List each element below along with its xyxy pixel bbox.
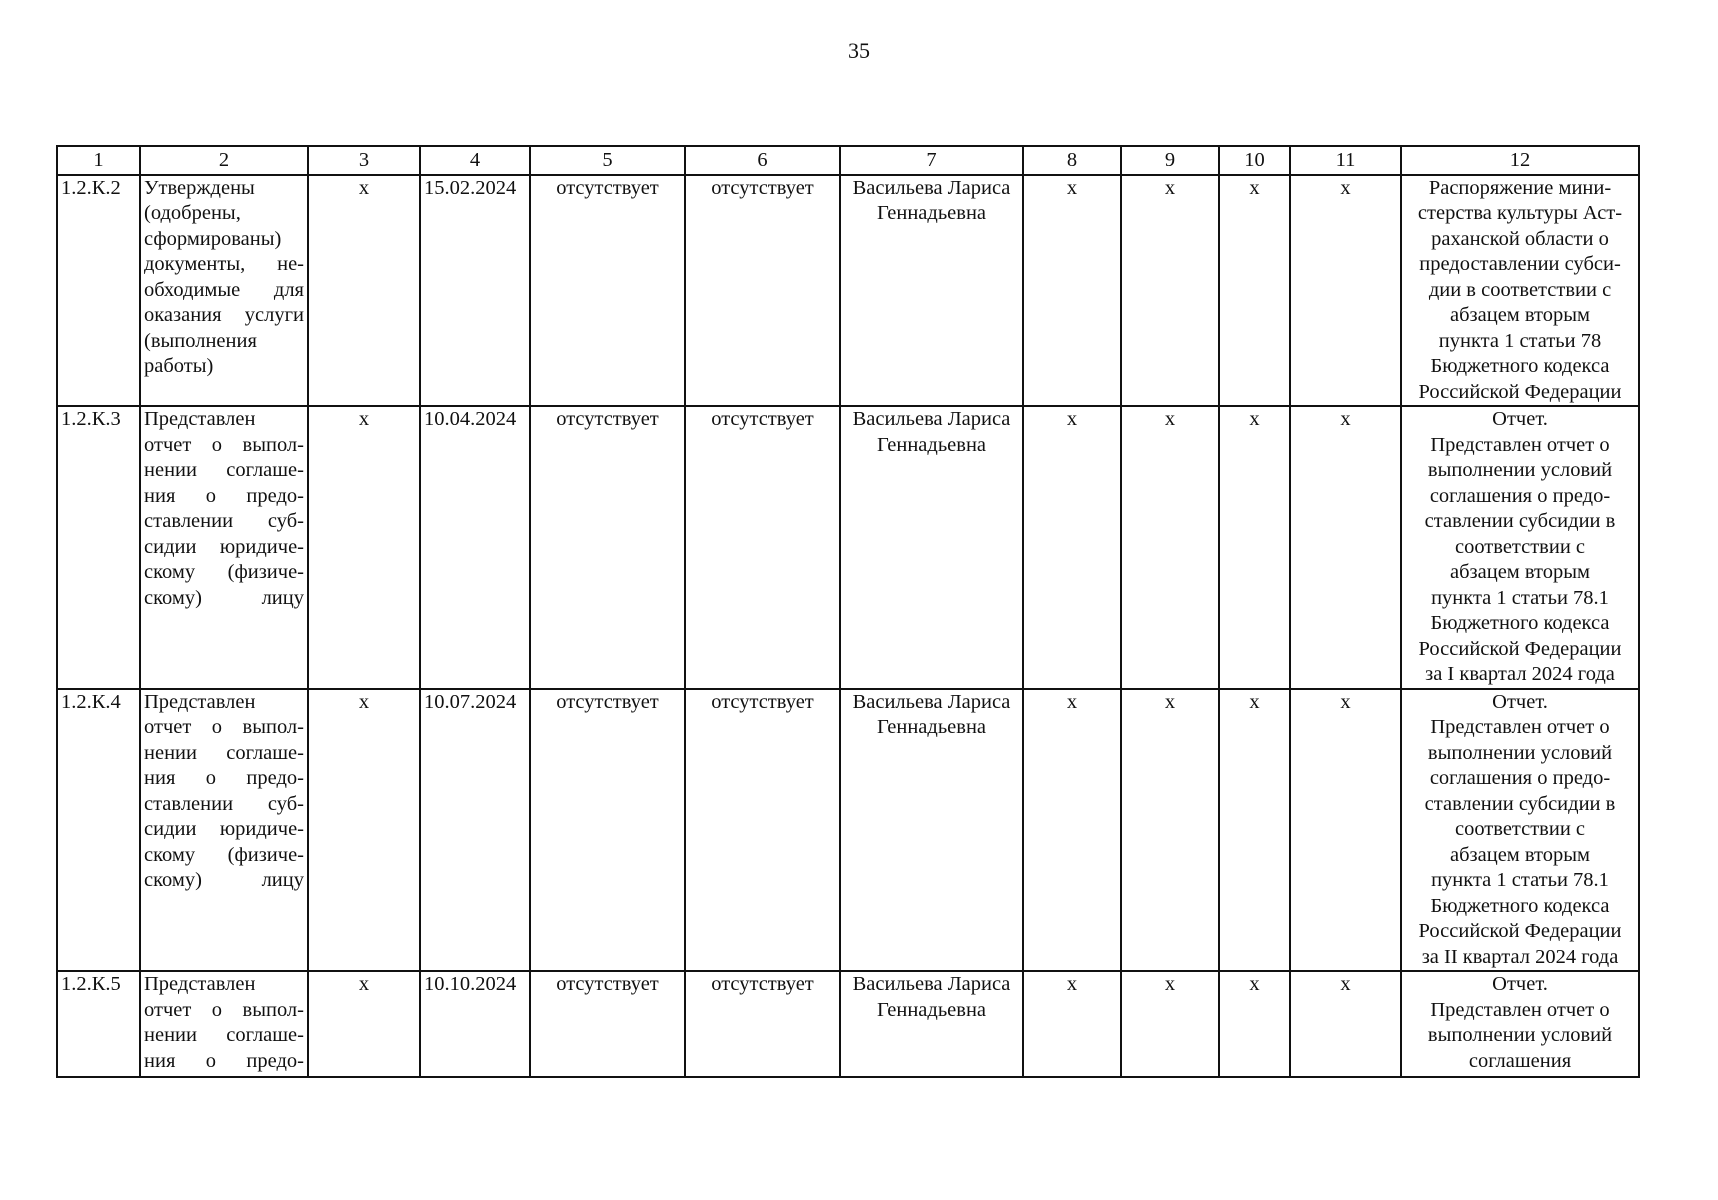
row-description-cell	[140, 971, 308, 1077]
person-line: Васильева Лариса	[852, 690, 1011, 713]
description-line: сидии юридиче-	[144, 535, 304, 558]
document-line: Бюджетного кодекса	[1430, 894, 1610, 917]
responsible-person-cell	[840, 406, 1023, 689]
row-description-cell	[140, 689, 308, 972]
document-line: Российской Федерации	[1418, 637, 1622, 660]
col8-cell: х	[1023, 689, 1121, 972]
table-header-row	[57, 146, 1639, 175]
row-code-cell: 1.2.К.2	[57, 175, 140, 407]
row-code-cell: 1.2.К.5	[57, 971, 140, 1077]
document-line: пункта 1 статьи 78.1	[1431, 586, 1609, 609]
col9-cell: х	[1121, 971, 1219, 1077]
person-line: Геннадьевна	[876, 202, 987, 224]
row-date-cell: 10.10.2024	[420, 971, 530, 1077]
document-line: выполнении условий	[1427, 741, 1613, 764]
document-line: за II квартал 2024 года	[1421, 945, 1619, 968]
col3-cell: х	[308, 689, 420, 972]
column-header: 12	[1401, 146, 1639, 175]
person-line: Васильева Лариса	[852, 176, 1011, 199]
row-date-cell: 15.02.2024	[420, 175, 530, 407]
description-line: нении соглаше-	[144, 741, 304, 764]
description-line: ния о предо-	[144, 767, 304, 789]
document-line: Отчет.	[1492, 690, 1548, 713]
document-line: Представлен отчет о	[1430, 433, 1610, 456]
description-line: скому (физиче-	[144, 561, 304, 583]
col5-cell: отсутствует	[530, 971, 685, 1077]
column-header: 1	[57, 146, 140, 175]
col8-cell: х	[1023, 175, 1121, 407]
row-description-cell	[140, 175, 308, 407]
document-line: абзацем вторым	[1450, 304, 1590, 326]
document-line: абзацем вторым	[1450, 561, 1590, 583]
column-header: 5	[530, 146, 685, 175]
document-line: Представлен отчет о	[1430, 716, 1610, 738]
document-line: предоставлении субси-	[1419, 253, 1621, 275]
description-line: нении соглаше-	[144, 1024, 304, 1046]
col8-cell: х	[1023, 406, 1121, 689]
description-line: Представлен	[144, 973, 256, 995]
document-cell	[1401, 971, 1639, 1077]
col3-cell: х	[308, 971, 420, 1077]
document-line: Российской Федерации	[1418, 920, 1622, 942]
col6-cell: отсутствует	[685, 406, 840, 689]
column-header: 7	[840, 146, 1023, 175]
document-line: Представлен отчет о	[1430, 998, 1610, 1021]
col11-cell: х	[1290, 175, 1401, 407]
col3-cell: х	[308, 175, 420, 407]
person-line: Геннадьевна	[876, 716, 987, 738]
description-line: Утверждены	[144, 176, 255, 199]
document-line: за I квартал 2024 года	[1425, 663, 1615, 685]
column-header: 10	[1219, 146, 1290, 175]
document-line: ставлении субсидии в	[1424, 792, 1616, 815]
description-line: ния о предо-	[144, 484, 304, 507]
col5-cell: отсутствует	[530, 689, 685, 972]
document-line: Распоряжение мини-	[1428, 176, 1612, 199]
description-line: оказания услуги	[144, 304, 304, 326]
row-description-cell	[140, 406, 308, 689]
description-line: ставлении суб-	[144, 792, 304, 815]
person-line: Васильева Лариса	[852, 973, 1011, 995]
column-header: 4	[420, 146, 530, 175]
document-line: раханской области о	[1431, 227, 1609, 250]
document-line: абзацем вторым	[1450, 843, 1590, 866]
control-points-table	[56, 145, 1640, 1078]
row-date-cell: 10.04.2024	[420, 406, 530, 689]
person-line: Геннадьевна	[876, 433, 987, 456]
col10-cell: х	[1219, 406, 1290, 689]
col5-cell: отсутствует	[530, 406, 685, 689]
responsible-person-cell	[840, 971, 1023, 1077]
description-line: Представлен	[144, 690, 256, 713]
document-line: пункта 1 статьи 78	[1438, 329, 1602, 352]
document-line: Бюджетного кодекса	[1430, 612, 1610, 634]
description-line: отчет о выпол-	[144, 998, 304, 1021]
document-line: выполнении условий	[1427, 459, 1613, 481]
description-line: (одобрены,	[144, 202, 241, 224]
column-header: 2	[140, 146, 308, 175]
description-line: (выполнения	[144, 329, 257, 352]
col11-cell: х	[1290, 971, 1401, 1077]
description-line: сформированы)	[144, 227, 282, 250]
col3-cell: х	[308, 406, 420, 689]
description-line: отчет о выпол-	[144, 433, 304, 456]
col6-cell: отсутствует	[685, 689, 840, 972]
description-line: скому (физиче-	[144, 843, 304, 866]
person-line: Геннадьевна	[876, 998, 987, 1021]
person-line: Васильева Лариса	[852, 408, 1011, 430]
document-line: соглашения о предо-	[1429, 767, 1611, 789]
page-number: 35	[848, 38, 870, 63]
row-date-cell: 10.07.2024	[420, 689, 530, 972]
col10-cell: х	[1219, 971, 1290, 1077]
description-line: ния о предо-	[144, 1049, 304, 1072]
description-line: работы)	[144, 355, 214, 377]
column-header: 3	[308, 146, 420, 175]
description-line: Представлен	[144, 408, 256, 430]
description-line: скому) лицу	[144, 869, 304, 891]
col8-cell: х	[1023, 971, 1121, 1077]
col10-cell: х	[1219, 175, 1290, 407]
responsible-person-cell	[840, 175, 1023, 407]
document-line: дии в соответствии с	[1428, 278, 1612, 301]
table-row	[57, 971, 1639, 1077]
document-line: ставлении субсидии в	[1424, 510, 1616, 532]
col6-cell: отсутствует	[685, 971, 840, 1077]
col11-cell: х	[1290, 689, 1401, 972]
description-line: отчет о выпол-	[144, 716, 304, 738]
description-line: документы, не-	[144, 253, 304, 275]
row-code-cell: 1.2.К.3	[57, 406, 140, 689]
document-line: соответствии с	[1454, 818, 1586, 840]
document-cell	[1401, 689, 1639, 972]
document-line: Отчет.	[1492, 408, 1548, 430]
document-line: Бюджетного кодекса	[1430, 355, 1610, 377]
document-line: соглашения о предо-	[1429, 484, 1611, 507]
document-line: стерства культуры Аст-	[1417, 202, 1623, 224]
description-line: сидии юридиче-	[144, 818, 304, 840]
table-row	[57, 689, 1639, 972]
description-line: скому) лицу	[144, 586, 304, 609]
col9-cell: х	[1121, 689, 1219, 972]
description-line: нении соглаше-	[144, 459, 304, 481]
document-cell	[1401, 406, 1639, 689]
row-code-cell: 1.2.К.4	[57, 689, 140, 972]
column-header: 11	[1290, 146, 1401, 175]
col11-cell: х	[1290, 406, 1401, 689]
col9-cell: х	[1121, 406, 1219, 689]
description-line: обходимые для	[144, 278, 304, 301]
responsible-person-cell	[840, 689, 1023, 972]
column-header: 8	[1023, 146, 1121, 175]
description-line: ставлении суб-	[144, 510, 304, 532]
document-line: выполнении условий	[1427, 1024, 1613, 1046]
document-line: соглашения	[1468, 1049, 1572, 1072]
document-line: Отчет.	[1492, 973, 1548, 995]
col10-cell: х	[1219, 689, 1290, 972]
document-line: пункта 1 статьи 78.1	[1431, 869, 1609, 891]
column-header: 6	[685, 146, 840, 175]
col6-cell: отсутствует	[685, 175, 840, 407]
document-line: соответствии с	[1454, 535, 1586, 558]
table-row	[57, 406, 1639, 689]
col9-cell: х	[1121, 175, 1219, 407]
column-header: 9	[1121, 146, 1219, 175]
table-row	[57, 175, 1639, 407]
col5-cell: отсутствует	[530, 175, 685, 407]
document-line: Российской Федерации	[1418, 380, 1622, 403]
document-cell	[1401, 175, 1639, 407]
